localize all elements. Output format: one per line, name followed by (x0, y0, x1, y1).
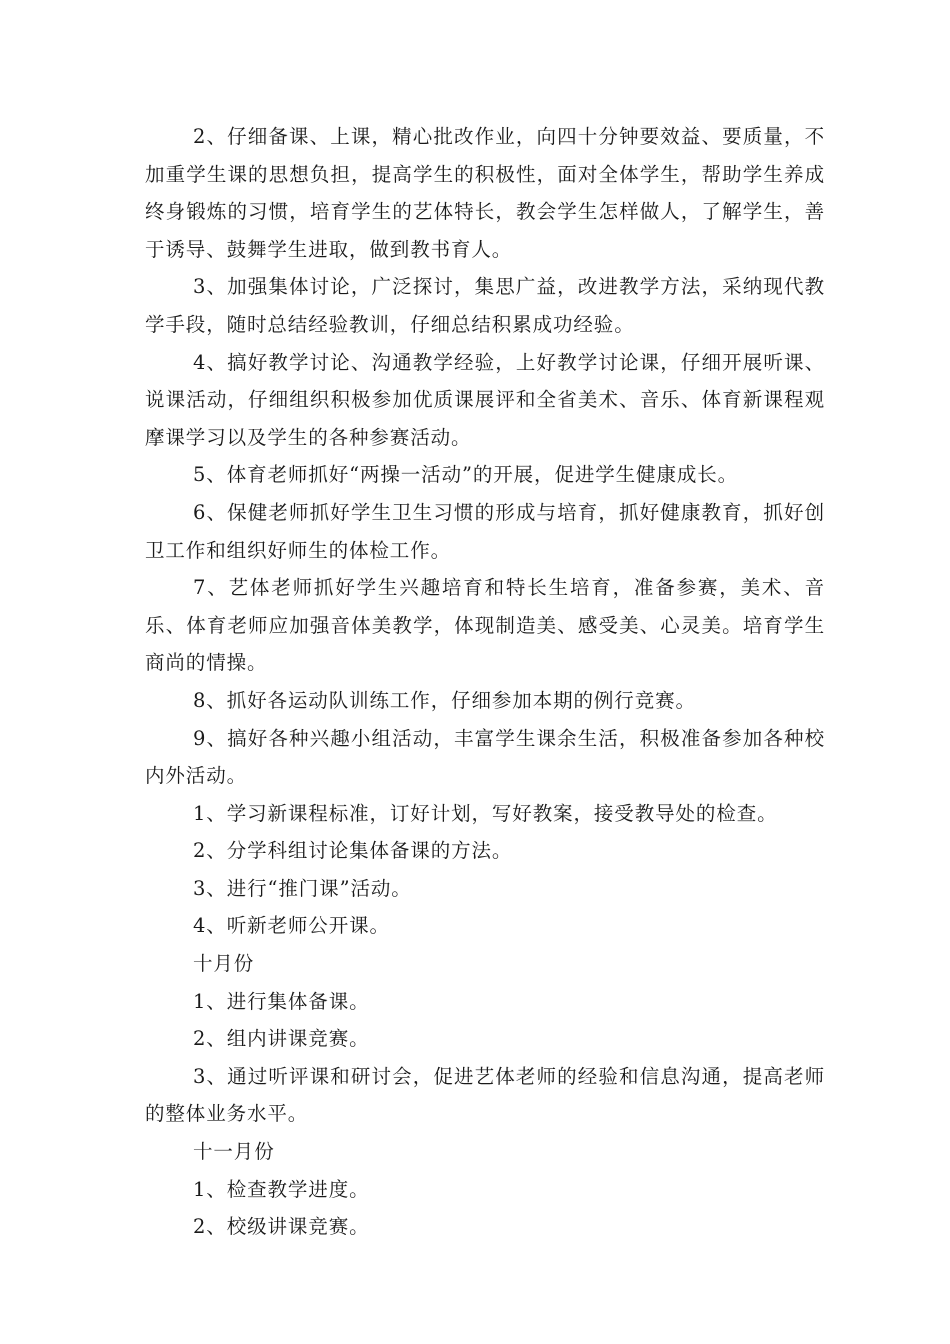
paragraph-4: 5、体育老师抓好“两操一活动”的开展，促进学生健康成长。 (193, 463, 739, 487)
paragraph-16: 3、通过听评课和研讨会，促进艺体老师的经验和信息沟通，提高老师的整体业务水平。 (145, 1064, 825, 1126)
paragraph-15: 2、组内讲课竞赛。 (193, 1027, 370, 1051)
paragraph-10: 2、分学科组讨论集体备课的方法。 (193, 839, 513, 863)
paragraph-14: 1、进行集体备课。 (193, 989, 370, 1013)
paragraph-6: 7、艺体老师抓好学生兴趣培育和特长生培育，准备参赛，美术、音乐、体育老师应加强音体美教学，体现制造美、感受美、心灵美。培育学生商尚的情操。 (145, 576, 825, 675)
section-heading-october: 十月份 (193, 952, 255, 976)
paragraph-18: 1、检查教学进度。 (193, 1177, 370, 1201)
paragraph-1: 2、仔细备课、上课，精心批改作业，向四十分钟要效益、要质量，不加重学生课的思想负担，提高学生的积极性，面对全体学生，帮助学生养成终身锻炼的习惯，培育学生的艺体特长，教会学生怎样做人，了解学生，善于诱导、鼓舞学生进取，做到教书育人。 (145, 125, 825, 261)
paragraph-19: 2、校级讲课竞赛。 (193, 1215, 370, 1239)
paragraph-9: 1、学习新课程标准，订好计划，写好教案，接受教导处的检查。 (193, 801, 778, 825)
paragraph-12: 4、听新老师公开课。 (193, 914, 390, 938)
paragraph-11: 3、进行“推门课”活动。 (193, 876, 412, 900)
paragraph-5: 6、保健老师抓好学生卫生习惯的形成与培育，抓好健康教育，抓好创卫工作和组织好师生的体检工作。 (145, 500, 825, 562)
paragraph-3: 4、搞好教学讨论、沟通教学经验，上好教学讨论课，仔细开展听课、说课活动，仔细组织积极参加优质课展评和全省美术、音乐、体育新课程观摩课学习以及学生的各种参赛活动。 (145, 350, 825, 449)
paragraph-7: 8、抓好各运动队训练工作，仔细参加本期的例行竞赛。 (193, 688, 696, 712)
paragraph-2: 3、加强集体讨论，广泛探讨，集思广益，改进教学方法，采纳现代教学手段，随时总结经验教训，仔细总结积累成功经验。 (145, 275, 825, 336)
section-heading-november: 十一月份 (193, 1140, 275, 1164)
paragraph-8: 9、搞好各种兴趣小组活动，丰富学生课余生活，积极准备参加各种校内外活动。 (145, 726, 825, 788)
document-body (145, 118, 825, 1246)
